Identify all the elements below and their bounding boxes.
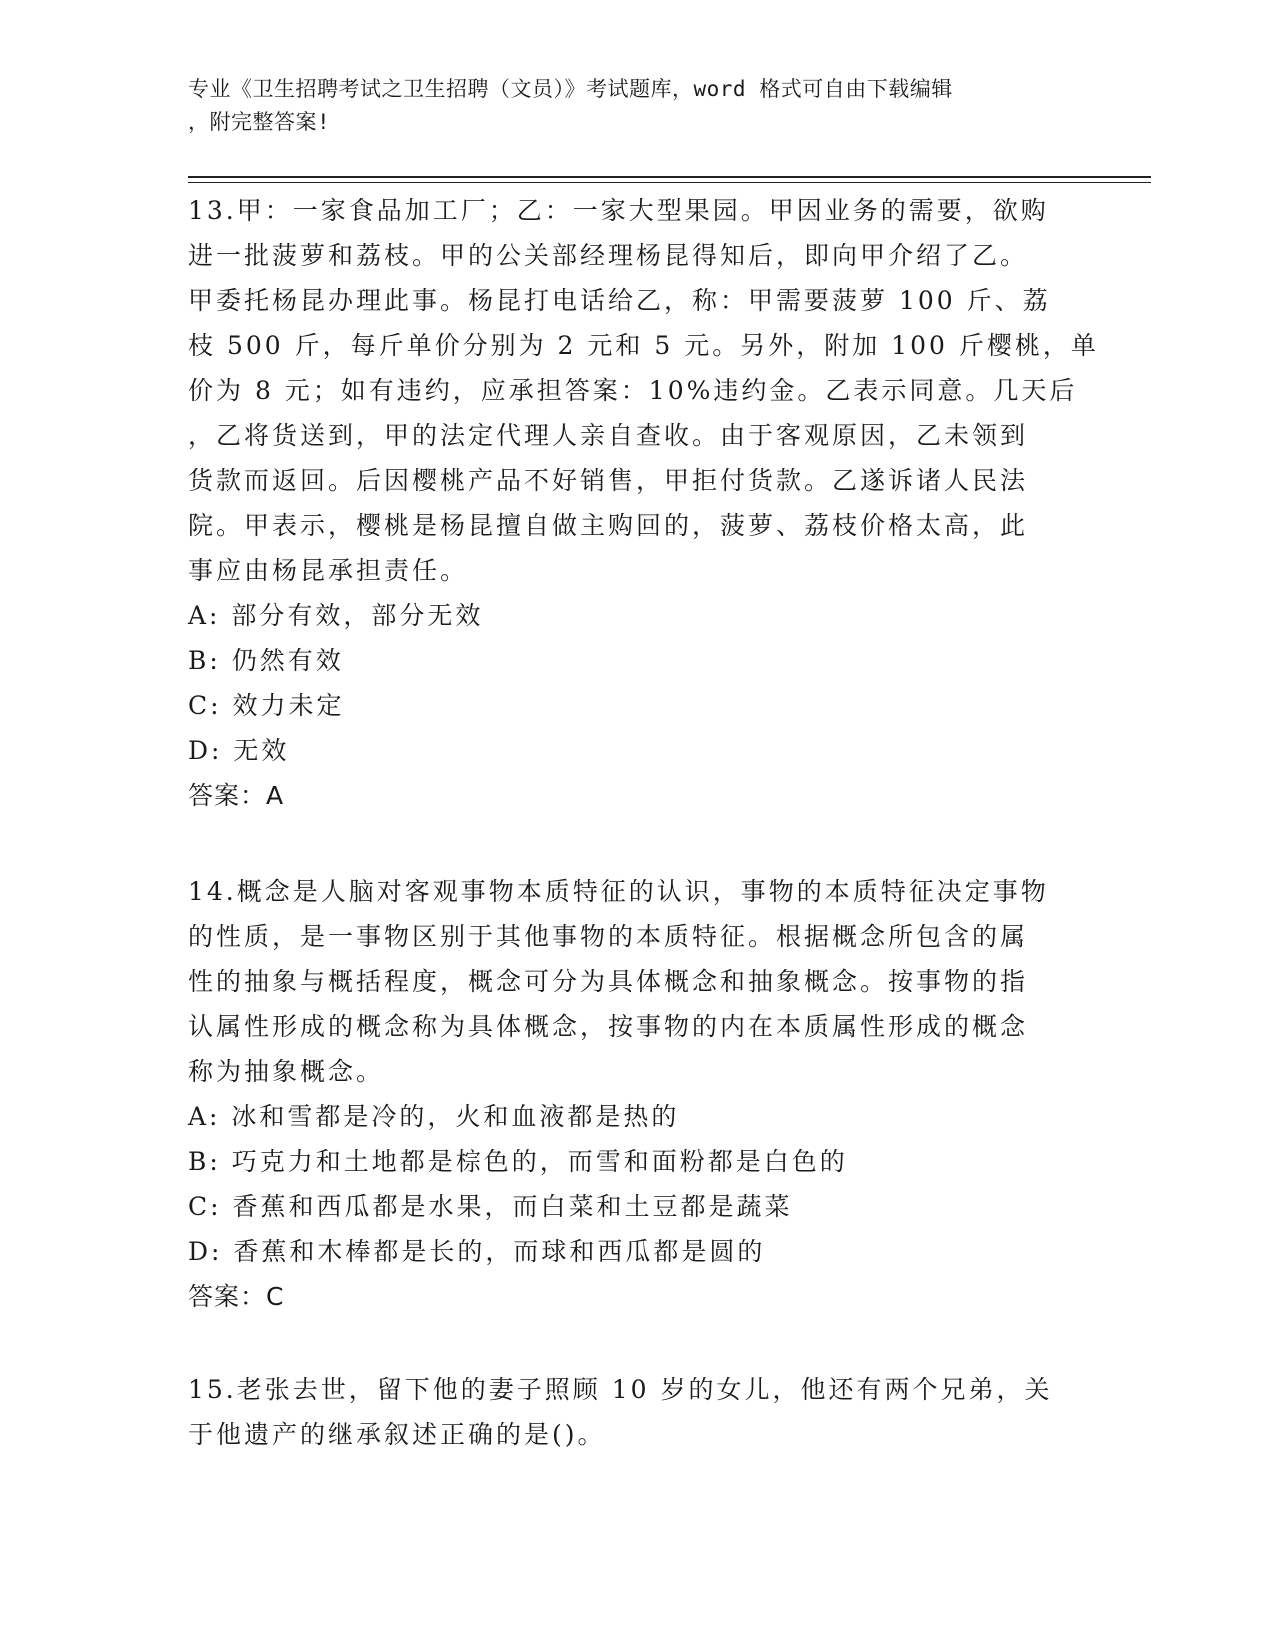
header-line-2: ，附完整答案! [188,110,331,134]
header-divider-thick [188,176,1151,178]
option-c: C: 香蕉和西瓜都是水果，而白菜和土豆都是蔬菜 [188,1192,793,1221]
question-text-line: 于他遗产的继承叙述正确的是()。 [188,1420,606,1449]
option-a: A: 部分有效，部分无效 [188,601,484,630]
question-text-line: 价为 8 元；如有违约，应承担答案：10%违约金。乙表示同意。几天后 [188,376,1078,405]
question-13 [188,188,1099,818]
question-text-line: 甲委托杨昆办理此事。杨昆打电话给乙，称：甲需要菠萝 100 斤、荔 [188,286,1051,315]
question-text-line: 15.老张去世，留下他的妻子照顾 10 岁的女儿，他还有两个兄弟，关 [188,1375,1053,1404]
option-d: D: 香蕉和木棒都是长的，而球和西瓜都是圆的 [188,1237,766,1266]
option-a: A: 冰和雪都是冷的，火和血液都是热的 [188,1102,680,1131]
header-line-1: 专业《卫生招聘考试之卫生招聘（文员）》考试题库，word 格式可自由下载编辑 [188,77,953,101]
question-text-line: 院。甲表示，樱桃是杨昆擅自做主购回的，菠萝、荔枝价格太高，此 [188,511,1029,540]
question-text-line: 认属性形成的概念称为具体概念，按事物的内在本质属性形成的概念 [188,1012,1029,1041]
question-text-line: 14.概念是人脑对客观事物本质特征的认识，事物的本质特征决定事物 [188,877,1049,906]
question-text-line: ，乙将货送到，甲的法定代理人亲自查收。由于客观原因，乙未领到 [188,421,1029,450]
option-b: B: 仍然有效 [188,646,344,675]
option-c: C: 效力未定 [188,691,345,720]
option-b: B: 巧克力和土地都是棕色的，而雪和面粉都是白色的 [188,1147,848,1176]
option-d: D: 无效 [188,736,290,765]
question-text-line: 进一批菠萝和荔枝。甲的公关部经理杨昆得知后，即向甲介绍了乙。 [188,241,1029,270]
answer-label: 答案：A [188,781,285,810]
answer-label: 答案：C [188,1282,285,1311]
document-header [188,73,1068,139]
question-text-line: 称为抽象概念。 [188,1057,385,1086]
question-text-line: 货款而返回。后因樱桃产品不好销售，甲拒付货款。乙遂诉诸人民法 [188,466,1029,495]
question-text-line: 的性质，是一事物区别于其他事物的本质特征。根据概念所包含的属 [188,922,1029,951]
question-text-line: 13.甲：一家食品加工厂；乙：一家大型果园。甲因业务的需要，欲购 [188,196,1049,225]
question-text-line: 枝 500 斤，每斤单价分别为 2 元和 5 元。另外，附加 100 斤樱桃，单 [188,331,1099,360]
question-14 [188,869,1068,1319]
header-divider-thin [188,182,1151,183]
question-15 [188,1367,1068,1457]
question-text-line: 性的抽象与概括程度，概念可分为具体概念和抽象概念。按事物的指 [188,967,1029,996]
question-text-line: 事应由杨昆承担责任。 [188,556,469,585]
